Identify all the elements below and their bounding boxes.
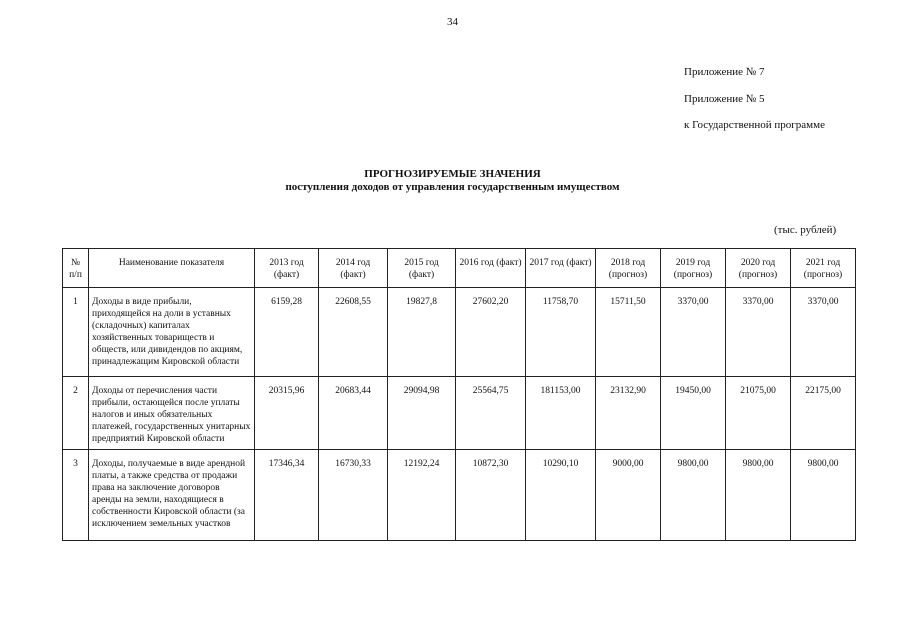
revenue-table bbox=[62, 248, 856, 541]
row-number: 1 bbox=[63, 288, 89, 377]
header-2015: 2015 год (факт) bbox=[388, 249, 456, 288]
appendix-line-2: Приложение № 5 bbox=[684, 93, 765, 105]
page-number: 34 bbox=[447, 16, 458, 28]
row-number: 2 bbox=[63, 377, 89, 450]
value-2018: 15711,50 bbox=[596, 288, 661, 377]
value-2014: 16730,33 bbox=[319, 450, 388, 541]
row-indicator-name: Доходы от перечисления части прибыли, остающейся после уплаты налогов и иных обязательных платежей, государственных унитарных предприятий Кировской области bbox=[89, 377, 255, 450]
value-2021: 9800,00 bbox=[791, 450, 856, 541]
value-2018: 9000,00 bbox=[596, 450, 661, 541]
header-2018: 2018 год (прогноз) bbox=[596, 249, 661, 288]
header-2019: 2019 год (прогноз) bbox=[661, 249, 726, 288]
table-row bbox=[63, 377, 856, 450]
value-2017: 181153,00 bbox=[526, 377, 596, 450]
header-2017: 2017 год (факт) bbox=[526, 249, 596, 288]
table-header-row bbox=[63, 249, 856, 288]
value-2017: 11758,70 bbox=[526, 288, 596, 377]
value-2019: 3370,00 bbox=[661, 288, 726, 377]
value-2019: 19450,00 bbox=[661, 377, 726, 450]
row-indicator-name: Доходы в виде прибыли, приходящейся на доли в уставных (складочных) капиталах хозяйственных товариществ и обществ, или дивидендов по акциям, принадлежащим Кировской области bbox=[89, 288, 255, 377]
table-row bbox=[63, 288, 856, 377]
value-2021: 3370,00 bbox=[791, 288, 856, 377]
header-2021: 2021 год (прогноз) bbox=[791, 249, 856, 288]
value-2020: 9800,00 bbox=[726, 450, 791, 541]
value-2017: 10290,10 bbox=[526, 450, 596, 541]
value-2015: 19827,8 bbox=[388, 288, 456, 377]
value-2020: 3370,00 bbox=[726, 288, 791, 377]
value-2013: 6159,28 bbox=[255, 288, 319, 377]
value-2013: 17346,34 bbox=[255, 450, 319, 541]
value-2014: 20683,44 bbox=[319, 377, 388, 450]
document-title-main: ПРОГНОЗИРУЕМЫЕ ЗНАЧЕНИЯ bbox=[364, 168, 541, 180]
header-2014: 2014 год (факт) bbox=[319, 249, 388, 288]
row-number: 3 bbox=[63, 450, 89, 541]
value-2014: 22608,55 bbox=[319, 288, 388, 377]
header-number: № п/п bbox=[63, 249, 89, 288]
appendix-line-3: к Государственной программе bbox=[684, 119, 825, 131]
table-row bbox=[63, 450, 856, 541]
value-2021: 22175,00 bbox=[791, 377, 856, 450]
value-2013: 20315,96 bbox=[255, 377, 319, 450]
value-2016: 25564,75 bbox=[456, 377, 526, 450]
header-2020: 2020 год (прогноз) bbox=[726, 249, 791, 288]
document-title-sub: поступления доходов от управления государственным имуществом bbox=[285, 181, 620, 193]
value-2020: 21075,00 bbox=[726, 377, 791, 450]
value-2018: 23132,90 bbox=[596, 377, 661, 450]
row-indicator-name: Доходы, получаемые в виде арендной платы, а также средства от продажи права на заключение договоров аренды на земли, находящиеся в собственности Кировской области (за исключением земельных участков bbox=[89, 450, 255, 541]
value-2015: 12192,24 bbox=[388, 450, 456, 541]
document-title bbox=[0, 168, 905, 194]
header-2016: 2016 год (факт) bbox=[456, 249, 526, 288]
value-2016: 10872,30 bbox=[456, 450, 526, 541]
appendix-line-1: Приложение № 7 bbox=[684, 66, 765, 78]
header-indicator-name: Наименование показателя bbox=[89, 249, 255, 288]
header-2013: 2013 год (факт) bbox=[255, 249, 319, 288]
units-label: (тыс. рублей) bbox=[774, 224, 837, 236]
value-2019: 9800,00 bbox=[661, 450, 726, 541]
value-2016: 27602,20 bbox=[456, 288, 526, 377]
value-2015: 29094,98 bbox=[388, 377, 456, 450]
